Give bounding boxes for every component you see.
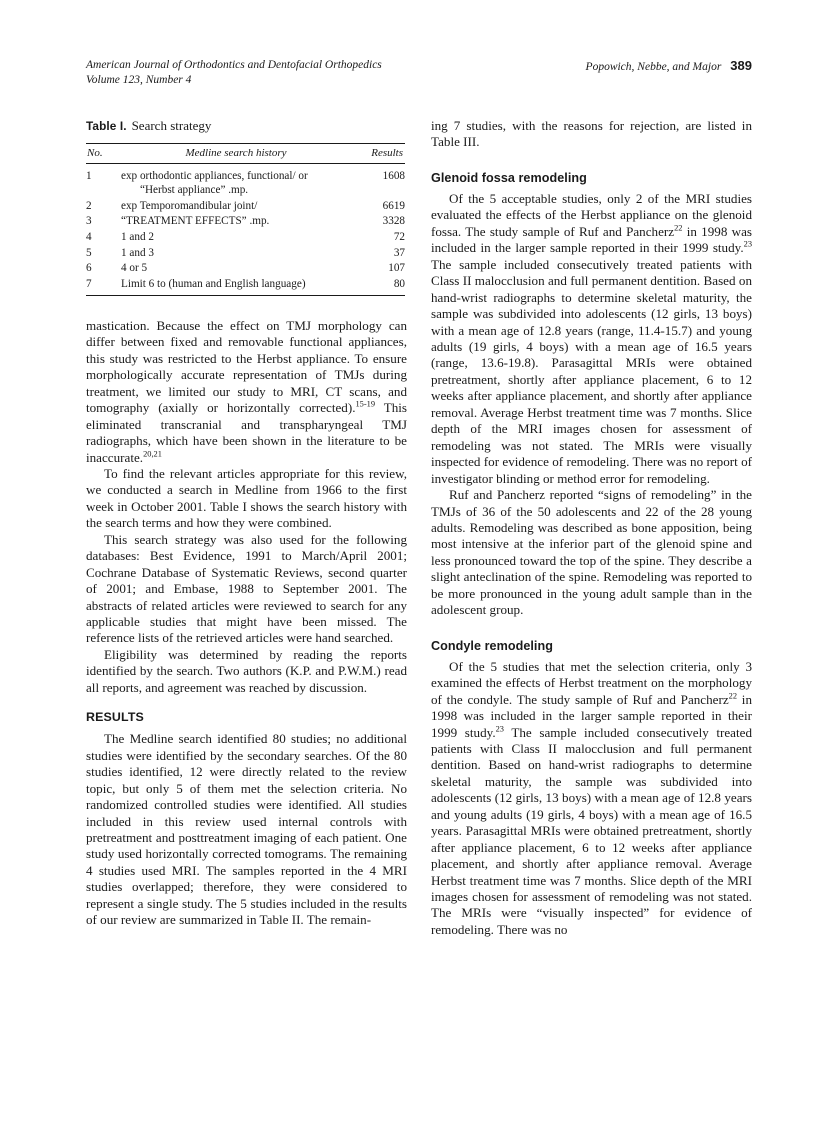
table-row: [86, 276, 405, 295]
table-header: [86, 144, 405, 164]
cell-results: 80: [393, 277, 405, 290]
subheading-condyle-remodeling: Condyle remodeling: [431, 638, 553, 653]
paragraph-text-cont: This eliminated transcranial and transpharyngeal TMJ radiographs, which have been shown in the literature to be inaccurate.: [86, 400, 407, 465]
paragraph: The Medline search identified 80 studies; no additional studies were identified by the secondary searches. Of the 80 studies identified, 12 were directly related to the review topic, but only 5 of them met the selection criteria. No randomized controlled studies were identified. All studies included in this review used internal controls with pretreatment and posttreatment imaging of each patient. One study used horizontally corrected tomograms. The remaining 4 studies used MRI. The samples reported in the 4 MRI studies overlapped; therefore, they were considered to represent a single study. The 5 studies included in the results of our review are summarized in Table II. The remain-: [86, 731, 407, 928]
cell-no: 4: [86, 230, 92, 243]
citation-superscript: 15-19: [355, 399, 376, 409]
journal-volume-issue: Volume 123, Number 4: [86, 73, 192, 86]
cell-history: exp Temporomandibular joint/: [121, 199, 258, 212]
paragraph-text: mastication. Because the effect on TMJ morphology can differ between fixed and removable functional appliances, this study was restricted to the Herbst appliance. To ensure morphologically accurate representation of TMJs during treatment, we limited our study to MRI, CT scans, and tomography (axially or horizontally corrected).: [86, 317, 407, 416]
cell-history: Limit 6 to (human and English language): [121, 277, 306, 290]
paragraph-text-cont: in 1998 was included in the larger sample reported in their 1999 study.: [431, 691, 752, 740]
paragraph-text: Of the 5 acceptable studies, only 2 of the MRI studies evaluated the effects of the Herbst appliance on the glenoid fossa. The study sample of Ruf and Pancherz: [431, 190, 752, 239]
citation-superscript: 22: [674, 223, 683, 233]
cell-no: 3: [86, 215, 92, 228]
search-strategy-table: [86, 143, 405, 295]
cell-history-line1: exp orthodontic appliances, functional/ or: [121, 170, 308, 182]
right-column: [431, 118, 752, 938]
left-column: [86, 118, 407, 929]
paragraph: This search strategy was also used for the following databases: Best Evidence, 1991 to March/April 2001; Cochrane Database of Systematic Reviews, second quarter of 2001; and Embase, 1988 to September 2001. The abstracts of related articles were reviewed to search for any applicable studies that might have been missed. The reference lists of the retrieved articles were hand searched.: [86, 531, 407, 646]
table-row: [86, 214, 405, 230]
running-head-right: [586, 58, 752, 73]
citation-superscript: 23: [743, 239, 752, 249]
cell-no: 5: [86, 246, 92, 259]
table-row: [86, 164, 405, 199]
cell-results: 6619: [382, 199, 405, 212]
citation-superscript: 22: [728, 691, 738, 701]
cell-results: 37: [393, 246, 405, 259]
table-search-strategy: [86, 118, 407, 296]
cell-history: 1 and 3: [121, 246, 154, 259]
page-number: 389: [730, 58, 752, 73]
journal-title-block: [86, 58, 382, 87]
cell-results: 3328: [382, 215, 405, 228]
table-row: [86, 198, 405, 214]
paragraph-text-cont2: The sample included consecutively treated patients with Class II malocclusion and full permanent dentition. Based on hand-wrist radiographs to determine skeletal maturity, the sample was subdivided into adolescents (12 girls, 13 boys) with a mean age of 12.8 years and young adults (19 girls, 4 boys) with a mean age of 16.5 years. Parasagittal MRIs were obtained pretreatment, shortly after appliance placement, 6 to 12 weeks after appliance placement, and shortly after appliance removal. Average Herbst treatment time was 7 months. Slice depth of the MRI images chosen for assessment of remodeling was not stated. The MRIs were “visually inspected” for evidence of remodeling. There was no: [431, 724, 752, 937]
cell-no: 1: [86, 170, 92, 182]
table-bottom-rule: [86, 295, 405, 296]
subheading-glenoid-fossa-remodeling: Glenoid fossa remodeling: [431, 170, 587, 185]
journal-title: American Journal of Orthodontics and Dentofacial Orthopedics: [86, 59, 382, 71]
paragraph: To find the relevant articles appropriate for this review, we conducted a search in Medline from 1966 to the first week in October 2001. Table I shows the search history with the search terms and how they were combined.: [86, 465, 407, 531]
table-title: Search strategy: [131, 118, 212, 133]
paragraph: [86, 318, 407, 466]
paragraph: ing 7 studies, with the reasons for rejection, are listed in Table III.: [431, 118, 752, 150]
paragraph: [431, 659, 752, 939]
paragraph: Eligibility was determined by reading the reports identified by the search. Two authors (K.P. and P.W.M.) read all reports, and agreement was reached by discussion.: [86, 646, 407, 695]
column-header-history: Medline search history: [121, 144, 351, 164]
cell-no: 2: [86, 199, 92, 212]
paragraph-text: Of the 5 studies that met the selection criteria, only 3 examined the effects of Herbst treatment on the morphology of the condyle. The study sample of Ruf and Pancherz: [431, 658, 752, 707]
author-names: Popowich, Nebbe, and Major: [585, 61, 722, 73]
paragraph: Ruf and Pancherz reported “signs of remodeling” in the TMJs of 36 of the 50 adolescents and 22 of the 28 young adults. Remodeling was described as bone apposition, being most intensive at the inferior part of the glenoid spine and less pronounced toward the top of the spine. They describe a slight anteclination of the spine. Remodeling was reported to be more pronounced in the young adult sample than in the adolescent group.: [431, 487, 752, 618]
column-header-no: No.: [86, 144, 121, 164]
citation-superscript: 20,21: [143, 449, 162, 459]
cell-no: 7: [86, 277, 92, 290]
paragraph-text-cont2: The sample included consecutively treated patients with Class II malocclusion and full permanent dentition. Based on hand-wrist radiographs to determine skeletal maturity, the sample was subdivided into adolescents (12 girls, 13 boys) with a mean age of 12.8 years (range, 11.4-15.7) and young adults (19 girls, 4 boys) with a mean age of 16.5 years (range, 13.6-19.8). Parasagittal MRIs were obtained pretreatment, shortly after appliance placement, 6 to 12 weeks after appliance placement, and shortly after appliance removal. Average Herbst treatment time was 7 months. Slice depth of the MRI images chosen for assessment of remodeling was not stated. The MRIs were visually inspected for evidence of remodeling. There was no report of investigator blinding or method error for remodeling.: [431, 256, 752, 486]
cell-history: 1 and 2: [121, 230, 154, 243]
cell-history: “TREATMENT EFFECTS” .mp.: [121, 215, 270, 228]
column-header-results: Results: [351, 144, 405, 164]
section-heading-results: RESULTS: [86, 710, 144, 725]
citation-superscript: 23: [495, 724, 504, 734]
cell-results: 1608: [382, 170, 405, 182]
table-row: [86, 245, 405, 261]
table-row: [86, 260, 405, 276]
table-row: [86, 229, 405, 245]
cell-history: 4 or 5: [121, 262, 148, 275]
running-head: [86, 58, 752, 87]
paragraph-text-cont: in 1998 was included in the larger sample reported in their 1999 study.: [431, 223, 752, 256]
cell-results: 107: [388, 262, 405, 275]
cell-no: 6: [86, 262, 92, 275]
table-body: [86, 164, 405, 295]
paragraph: [431, 191, 752, 487]
cell-history-line2: “Herbst appliance” .mp.: [140, 184, 249, 197]
table-label: Table I.: [86, 119, 127, 133]
cell-history: [121, 164, 351, 199]
table-header-row: [86, 144, 405, 164]
cell-results: 72: [393, 230, 405, 243]
table-caption: [86, 118, 407, 134]
